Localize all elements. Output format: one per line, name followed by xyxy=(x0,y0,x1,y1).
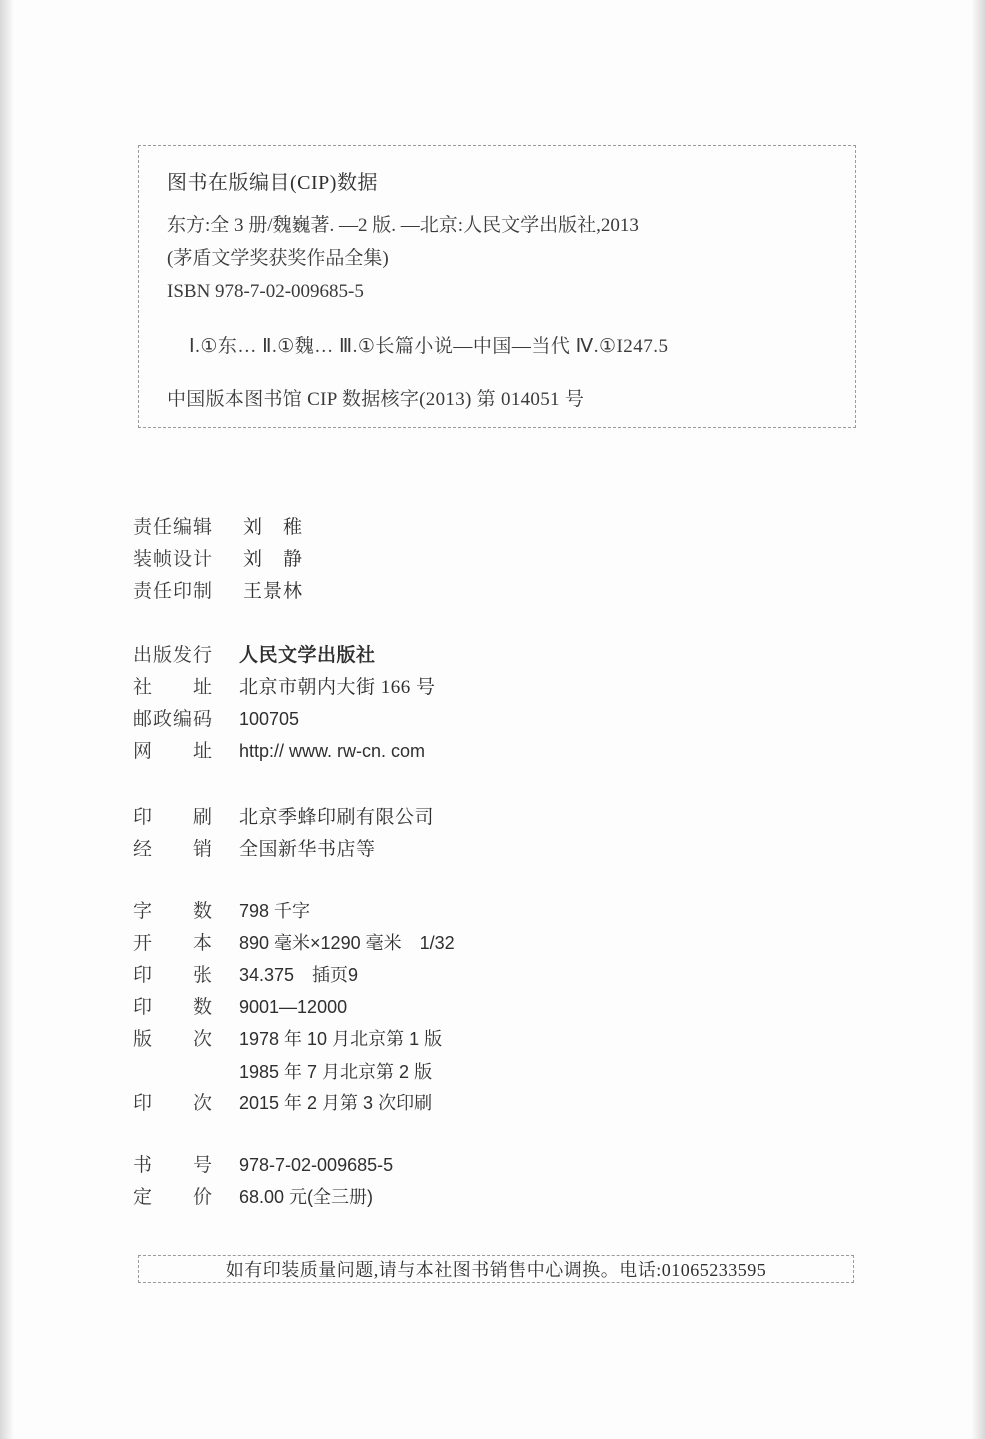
publisher-block xyxy=(133,640,436,768)
edition-second-line: 1985 年 7 月北京第 2 版 xyxy=(239,1062,433,1082)
credit-label: 责任编辑 xyxy=(133,517,214,538)
cip-line-2: (茅盾文学奖获奖作品全集) xyxy=(167,248,389,269)
info-label: 定 价 xyxy=(133,1187,214,1208)
credit-value: 刘 稚 xyxy=(243,517,304,538)
info-value: 34.375 插页9 xyxy=(239,965,359,985)
info-label: 印 次 xyxy=(133,1093,214,1114)
info-label: 版 次 xyxy=(133,1029,214,1050)
info-label: 印 刷 xyxy=(133,807,214,828)
info-label: 字 数 xyxy=(133,901,214,922)
info-label: 印 数 xyxy=(133,997,214,1018)
credits-block xyxy=(133,512,303,608)
info-row xyxy=(133,1024,455,1056)
credit-row xyxy=(133,512,303,544)
isbn-value: 978-7-02-009685-5 xyxy=(239,1155,394,1175)
cip-title: 图书在版编目(CIP)数据 xyxy=(167,172,378,194)
info-value: 北京季蜂印刷有限公司 xyxy=(239,807,435,828)
info-value: 890 毫米×1290 毫米 1/32 xyxy=(239,933,455,953)
info-value: 100705 xyxy=(239,709,300,729)
credit-value: 王景林 xyxy=(243,581,304,602)
info-label: 经 销 xyxy=(133,839,214,860)
isbn-price-block xyxy=(133,1150,393,1214)
cip-line-1: 东方:全 3 册/魏巍著. —2 版. —北京:人民文学出版社,2013 xyxy=(167,215,639,236)
info-row xyxy=(133,1088,455,1120)
info-label: 社 址 xyxy=(133,677,214,698)
credit-label: 装帧设计 xyxy=(133,549,214,570)
info-value: 9001—12000 xyxy=(239,997,348,1017)
info-label: 邮政编码 xyxy=(133,709,214,730)
credit-label: 责任印制 xyxy=(133,581,214,602)
credit-row xyxy=(133,544,303,576)
info-row xyxy=(133,736,436,768)
cip-record-number: 中国版本图书馆 CIP 数据核字(2013) 第 014051 号 xyxy=(167,389,585,410)
quality-notice: 如有印装质量问题,请与本社图书销售中心调换。电话:01065233595 xyxy=(138,1255,854,1283)
price-value: 68.00 元(全三册) xyxy=(239,1187,374,1207)
info-label: 出版发行 xyxy=(133,645,214,666)
info-label: 开 本 xyxy=(133,933,214,954)
info-row xyxy=(133,928,455,960)
info-row xyxy=(133,1182,393,1214)
info-value: 2015 年 2 月第 3 次印刷 xyxy=(239,1093,433,1113)
info-label: 书 号 xyxy=(133,1155,214,1176)
info-label: 印 张 xyxy=(133,965,214,986)
info-value: 全国新华书店等 xyxy=(239,839,376,860)
credit-row xyxy=(133,576,303,608)
specification-block xyxy=(133,896,455,1120)
info-label: 网 址 xyxy=(133,741,214,762)
website-value: http:// www. rw-cn. com xyxy=(239,741,426,761)
info-row xyxy=(133,802,434,834)
info-row xyxy=(133,672,436,704)
cip-spacer xyxy=(167,308,827,330)
info-row xyxy=(133,992,455,1024)
info-row xyxy=(133,834,434,866)
cip-classification: Ⅰ.①东… Ⅱ.①魏… Ⅲ.①长篇小说—中国—当代 Ⅳ.①I247.5 xyxy=(189,336,669,357)
info-value: 北京市朝内大街 166 号 xyxy=(239,677,436,698)
info-value: 人民文学出版社 xyxy=(239,645,376,666)
info-row xyxy=(133,960,455,992)
info-value: 1978 年 10 月北京第 1 版 xyxy=(239,1029,443,1049)
info-row xyxy=(133,896,455,928)
info-row xyxy=(133,640,436,672)
info-row xyxy=(133,704,436,736)
cip-line-isbn: ISBN 978-7-02-009685-5 xyxy=(167,281,364,302)
info-value: 798 千字 xyxy=(239,901,311,921)
credit-value: 刘 静 xyxy=(243,549,304,570)
info-row xyxy=(133,1150,393,1182)
cip-data-box xyxy=(138,145,856,428)
printing-block xyxy=(133,802,434,866)
